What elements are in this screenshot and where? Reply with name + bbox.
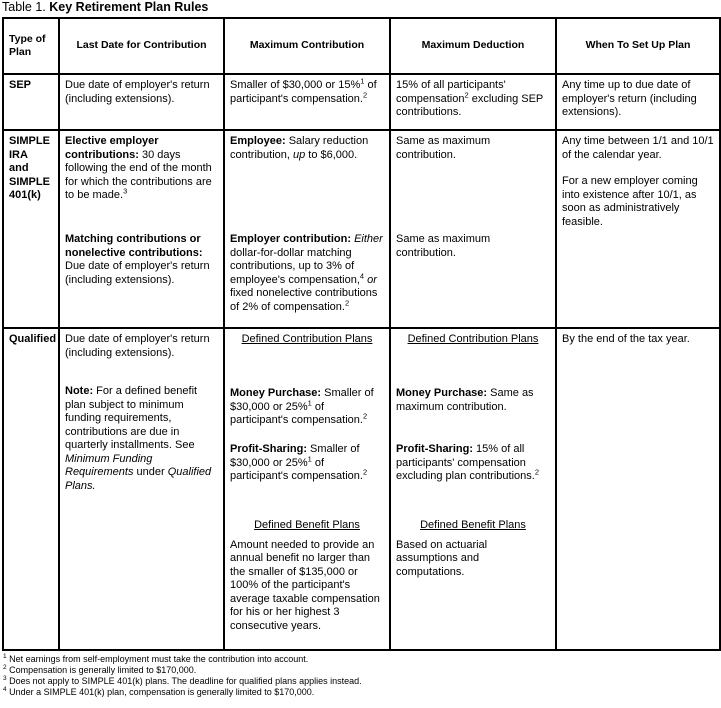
qualified-max-contribution-defined-benefit-text: Amount needed to provide an annual benefit no larger than the smaller of $135,000 or 100% of the participant's average taxable compensation for his or her highest 3 consecutive years. bbox=[230, 538, 380, 632]
simple-type-line: and bbox=[9, 162, 29, 174]
footnotes bbox=[3, 654, 721, 698]
superscript-marker: 1 bbox=[307, 397, 312, 407]
defined-contribution-plans-heading: Defined Contribution Plans bbox=[407, 333, 539, 345]
table-row-sep bbox=[3, 74, 720, 130]
retirement-plan-rules-table bbox=[2, 17, 721, 651]
simple-max-deduction-cell bbox=[390, 130, 556, 328]
superscript-marker: 2 bbox=[362, 467, 368, 477]
simple-setup-text-2: For a new employer coming into existence after 10/1, as soon as administratively feasible. bbox=[562, 175, 698, 228]
superscript-marker: 2 bbox=[3, 664, 7, 671]
table-row-simple bbox=[3, 130, 720, 328]
superscript-marker: 1 bbox=[307, 453, 312, 463]
footnote-4: $^4$ Under a SIMPLE 401(k) plan, compensation is generally limited to $170,000. bbox=[3, 686, 315, 697]
defined-contribution-plans-heading: Defined Contribution Plans bbox=[241, 333, 373, 345]
defined-benefit-plans-heading: Defined Benefit Plans bbox=[254, 519, 360, 531]
superscript-marker: 2 bbox=[344, 297, 350, 307]
footnote-2: $^2$ Compensation is generally limited to $170,000. bbox=[3, 664, 197, 675]
simple-max-deduction-text-1: Same as maximum contribution. bbox=[396, 135, 491, 161]
table-title-prefix: Table 1. bbox=[2, 0, 50, 14]
footnote-3: $^3$ Does not apply to SIMPLE 401(k) plans. The deadline for qualified plans applies instead. bbox=[3, 675, 362, 686]
simple-max-deduction-text-2: Same as maximum contribution. bbox=[396, 233, 491, 259]
table-title bbox=[2, 1, 721, 14]
header-row bbox=[3, 18, 720, 74]
defined-benefit-plans-heading: Defined Benefit Plans bbox=[420, 519, 526, 531]
col-header-type-of-plan: Type of Plan bbox=[3, 18, 59, 74]
superscript-marker: 2 bbox=[362, 411, 368, 421]
qualified-max-contribution-cell bbox=[224, 328, 390, 650]
simple-type-line: SIMPLE bbox=[9, 135, 50, 147]
sep-type-cell: SEP bbox=[3, 74, 59, 130]
qualified-max-deduction-defined-benefit-text: Based on actuarial assumptions and computations. bbox=[396, 538, 488, 578]
sep-last-date-text: Due date of employer's return (including extensions). bbox=[65, 79, 210, 105]
sep-max-contribution-text: Smaller of $30,000 or 15%$^1$ of participant's compensation.$^2$ bbox=[230, 76, 377, 105]
qualified-type-cell: Qualified bbox=[3, 328, 59, 650]
qualified-max-deduction-cell bbox=[390, 328, 556, 650]
superscript-marker: 2 bbox=[534, 467, 539, 477]
simple-setup-cell bbox=[556, 130, 720, 328]
simple-type-line: 401(k) bbox=[9, 189, 41, 201]
superscript-marker: 1 bbox=[3, 653, 7, 660]
simple-last-date-elective: Elective employer contributions: 30 days following the end of the month for which the contributions are to be made.$^3$ bbox=[65, 135, 212, 201]
sep-max-deduction-cell bbox=[390, 74, 556, 130]
footnote-1: $^1$ Net earnings from self-employment must take the contribution into account. bbox=[3, 653, 309, 664]
simple-max-contribution-cell bbox=[224, 130, 390, 328]
simple-type-cell bbox=[3, 130, 59, 328]
qualified-max-deduction-money-purchase: Money Purchase: Same as maximum contribution. bbox=[396, 387, 534, 413]
col-header-max-contribution: Maximum Contribution bbox=[224, 18, 390, 74]
superscript-marker: 1 bbox=[360, 76, 365, 86]
sep-setup-cell bbox=[556, 74, 720, 130]
qualified-max-deduction-profit-sharing: Profit-Sharing: 15% of all participants' compensation excluding plan contributions.$^2$ bbox=[396, 443, 539, 482]
simple-last-date-cell bbox=[59, 130, 224, 328]
qualified-setup-text: By the end of the tax year. bbox=[562, 333, 690, 345]
superscript-marker: 4 bbox=[3, 686, 7, 693]
superscript-marker: 2 bbox=[464, 89, 469, 99]
superscript-marker: 3 bbox=[123, 186, 128, 196]
col-header-setup: When To Set Up Plan bbox=[556, 18, 720, 74]
qualified-setup-cell bbox=[556, 328, 720, 650]
simple-type-line: IRA bbox=[9, 148, 28, 161]
sep-last-date-cell bbox=[59, 74, 224, 130]
col-header-last-date: Last Date for Contribution bbox=[59, 18, 224, 74]
sep-max-contribution-cell bbox=[224, 74, 390, 130]
sep-setup-text: Any time up to due date of employer's return (including extensions). bbox=[562, 79, 697, 118]
simple-last-date-matching: Matching contributions or nonelective contributions: Due date of employer's return (including extensions). bbox=[65, 233, 210, 286]
simple-setup-text-1: Any time between 1/1 and 10/1 of the calendar year. bbox=[562, 135, 714, 161]
table-title-main: Key Retirement Plan Rules bbox=[49, 0, 209, 14]
qualified-last-date-note: Note: For a defined benefit plan subject to minimum funding requirements, contributions are due in quarterly installments. See Minimum Funding Requirements under Qualified Plans. bbox=[65, 385, 212, 492]
sep-max-deduction-text: 15% of all participants' compensation$^2$ excluding SEP contributions. bbox=[396, 79, 544, 118]
qualified-max-contribution-money-purchase: Money Purchase: Smaller of $30,000 or 25%$^1$ of participant's compensation.$^2$ bbox=[230, 387, 374, 426]
col-header-max-deduction: Maximum Deduction bbox=[390, 18, 556, 74]
superscript-marker: 3 bbox=[3, 675, 7, 682]
superscript-marker: 2 bbox=[362, 89, 368, 99]
table-row-qualified bbox=[3, 328, 720, 650]
simple-max-contribution-employee: Employee: Salary reduction contribution, up to $6,000. bbox=[230, 135, 369, 161]
qualified-max-contribution-profit-sharing: Profit-Sharing: Smaller of $30,000 or 25%$^1$ of participant's compensation.$^2$ bbox=[230, 443, 368, 482]
qualified-last-date-cell bbox=[59, 328, 224, 650]
simple-max-contribution-employer: Employer contribution: Either dollar-for-dollar matching contributions, up to 3% of employee's compensation,$^4$ or fixed nonelective contributions of 2% of compensation.$^2$ bbox=[230, 233, 383, 313]
superscript-marker: 4 bbox=[359, 270, 365, 280]
simple-type-line: SIMPLE bbox=[9, 175, 50, 188]
qualified-last-date-text: Due date of employer's return (including extensions). bbox=[65, 333, 210, 359]
